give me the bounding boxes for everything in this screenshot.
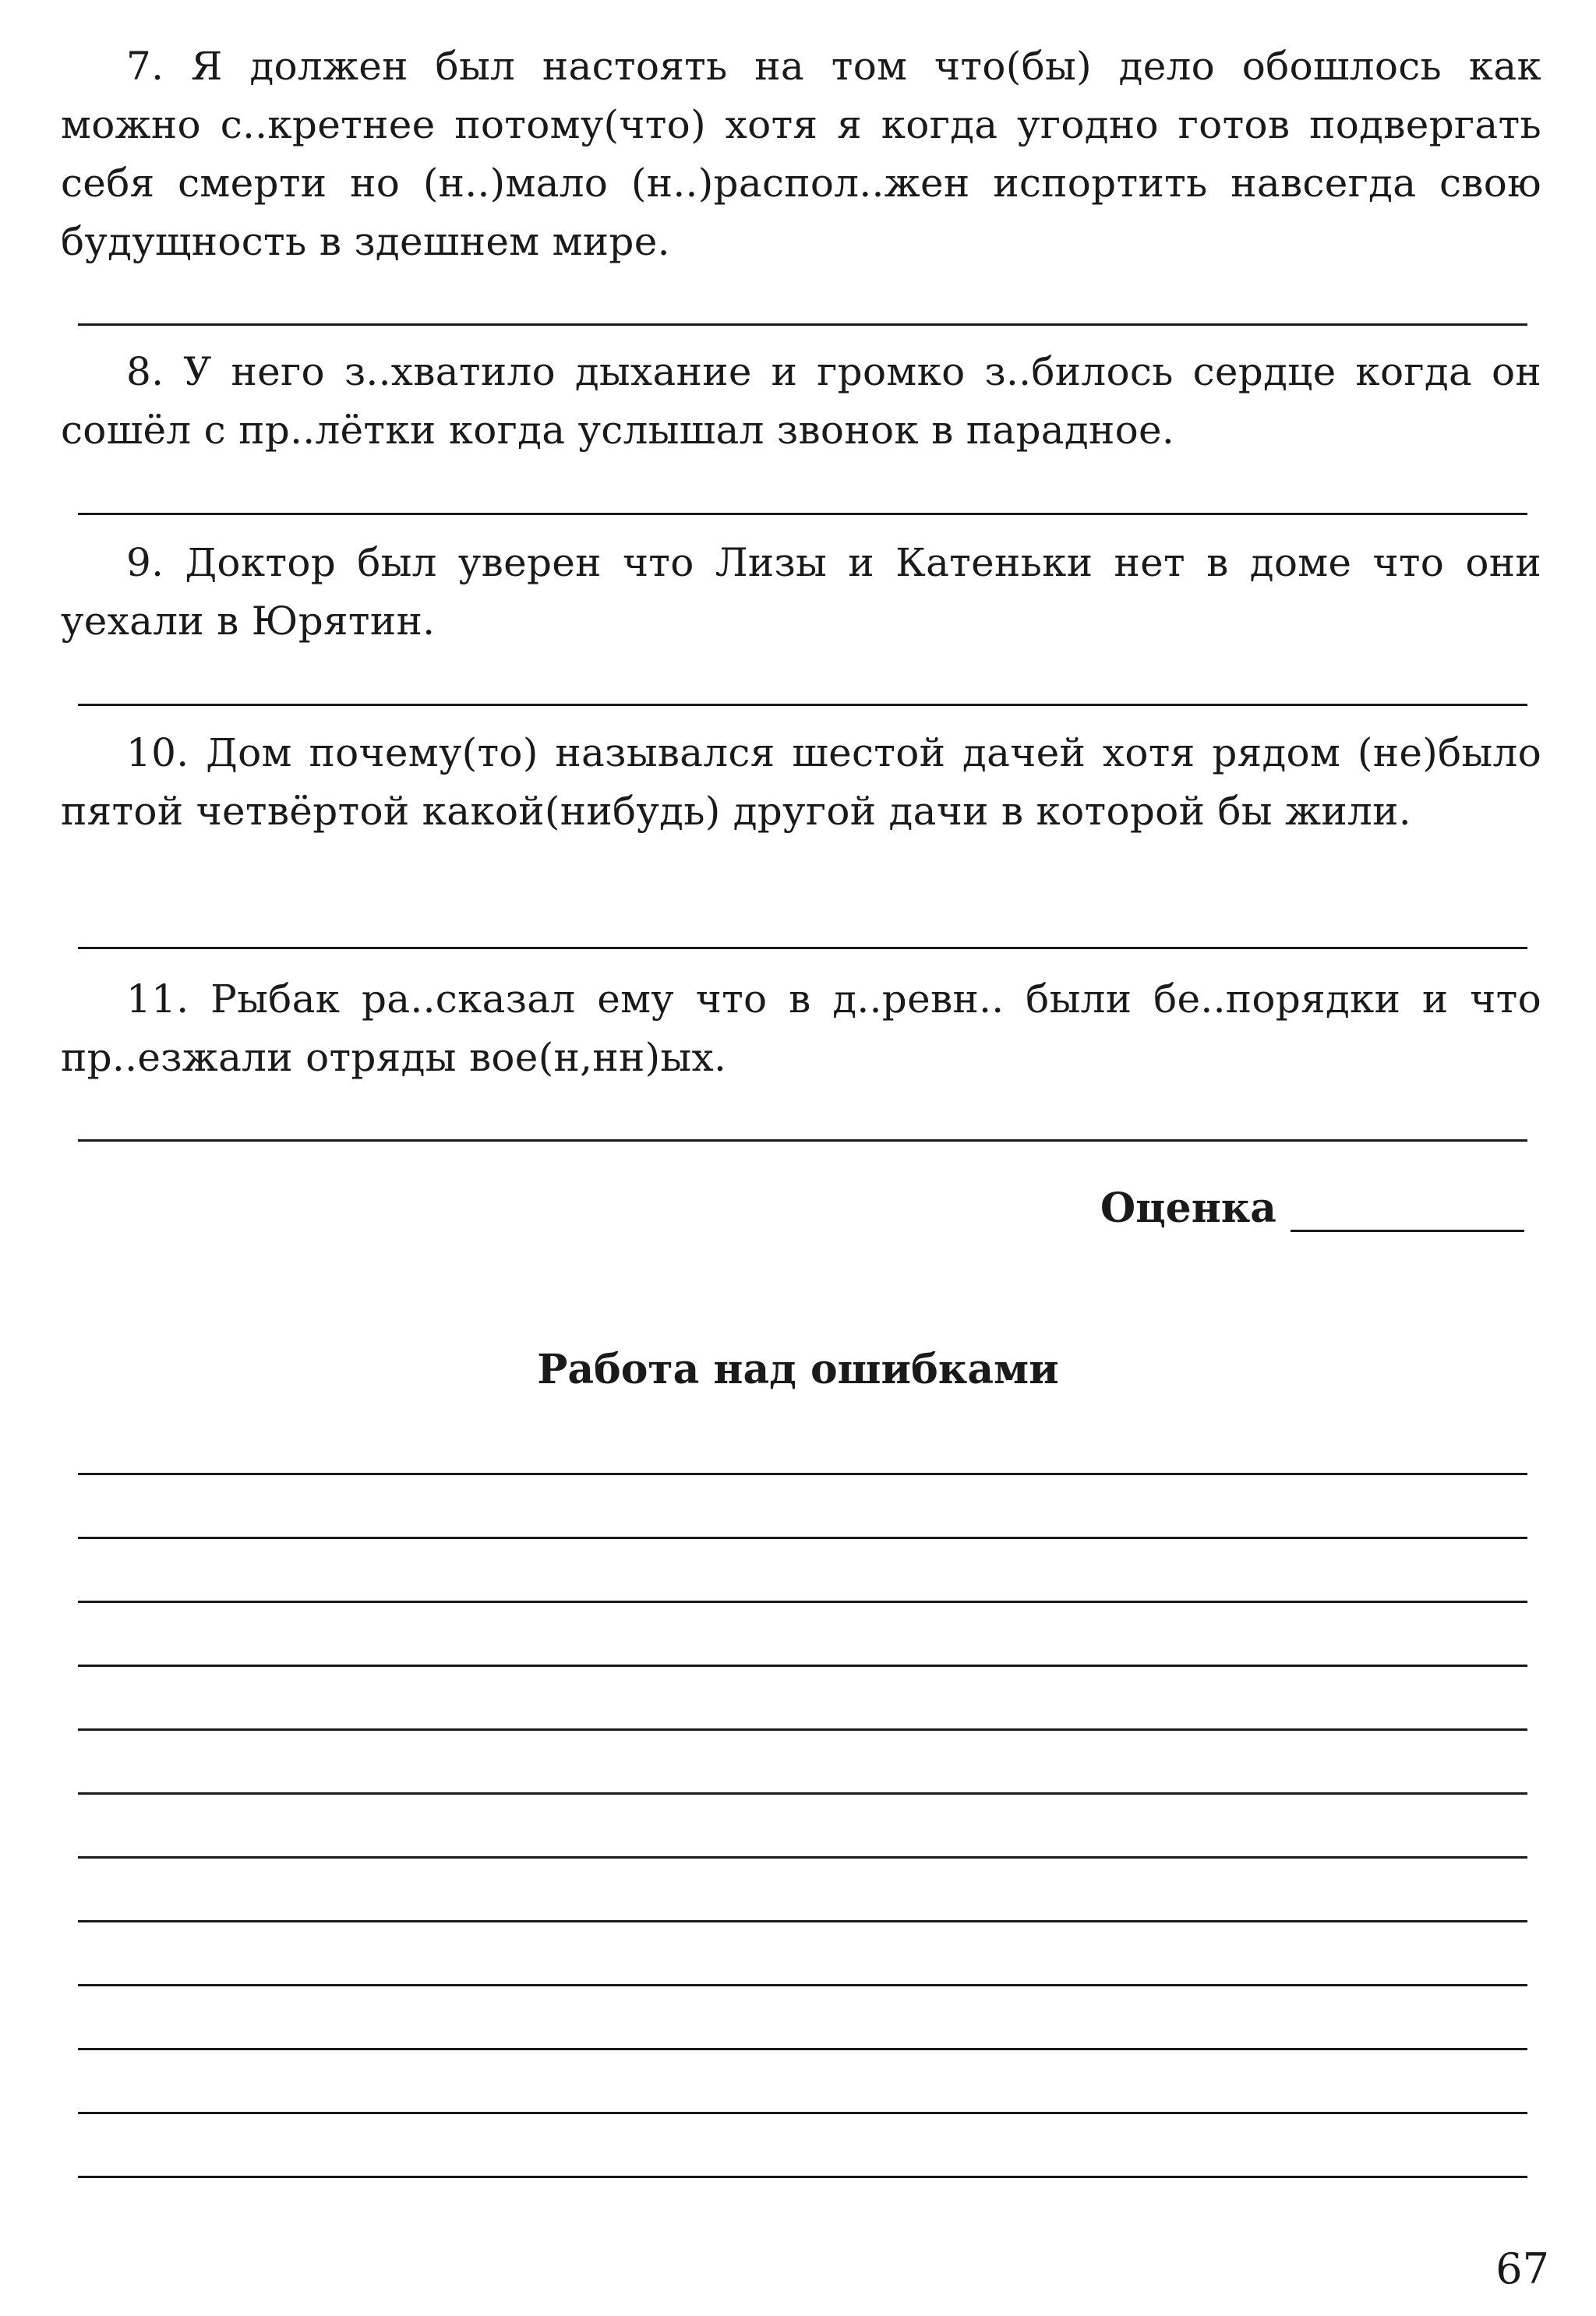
writing-line[interactable] [78,1920,1527,1922]
answer-line-exercise-8[interactable] [78,513,1527,515]
answer-line-exercise-11[interactable] [78,1139,1527,1142]
writing-line[interactable] [78,2048,1527,2050]
page-number: 67 [1495,2244,1549,2293]
answer-line-exercise-7[interactable] [78,323,1527,326]
grade-label: Оценка [1100,1184,1276,1232]
writing-line[interactable] [78,2112,1527,2114]
exercise-11: 11. Рыбак ра..сказал ему что в д..ревн.. были бе..порядки и что пр..езжали отряды вое(н,нн)ых. [61,976,1541,1080]
writing-line[interactable] [78,2176,1527,2178]
exercise-9: 9. Доктор был уверен что Лизы и Катеньки нет в доме что они уехали в Юрятин. [61,540,1541,644]
writing-line[interactable] [78,1537,1527,1539]
section-title: Работа над ошибками [537,1346,1059,1393]
exercise-7: 7. Я должен был настоять на том что(бы) дело обошлось как можно с..кретнее потому(что) хотя я когда угодно готов подвергать себя смерти но (н..)мало (н..)распол..жен испортить навсегда свою будущность в здешнем мире. [61,44,1541,264]
writing-line[interactable] [78,1792,1527,1795]
exercise-8: 8. У него з..хватило дыхание и громко з..билось сердце когда он сошёл с пр..лётки когда услышал звонок в парадное. [61,349,1541,453]
writing-line[interactable] [78,1665,1527,1667]
exercise-10: 10. Дом почему(то) назывался шестой дачей хотя рядом (не)было пятой четвёртой какой(нибудь) другой дачи в которой бы жили. [61,730,1541,834]
answer-line-exercise-9[interactable] [78,704,1527,706]
grade-field [1100,1184,1524,1232]
writing-line[interactable] [78,1856,1527,1859]
answer-line-exercise-10[interactable] [78,947,1527,949]
writing-line[interactable] [78,1984,1527,1986]
grade-blank[interactable] [1291,1192,1524,1232]
writing-line[interactable] [78,1473,1527,1475]
writing-line[interactable] [78,1601,1527,1603]
writing-line[interactable] [78,1728,1527,1731]
